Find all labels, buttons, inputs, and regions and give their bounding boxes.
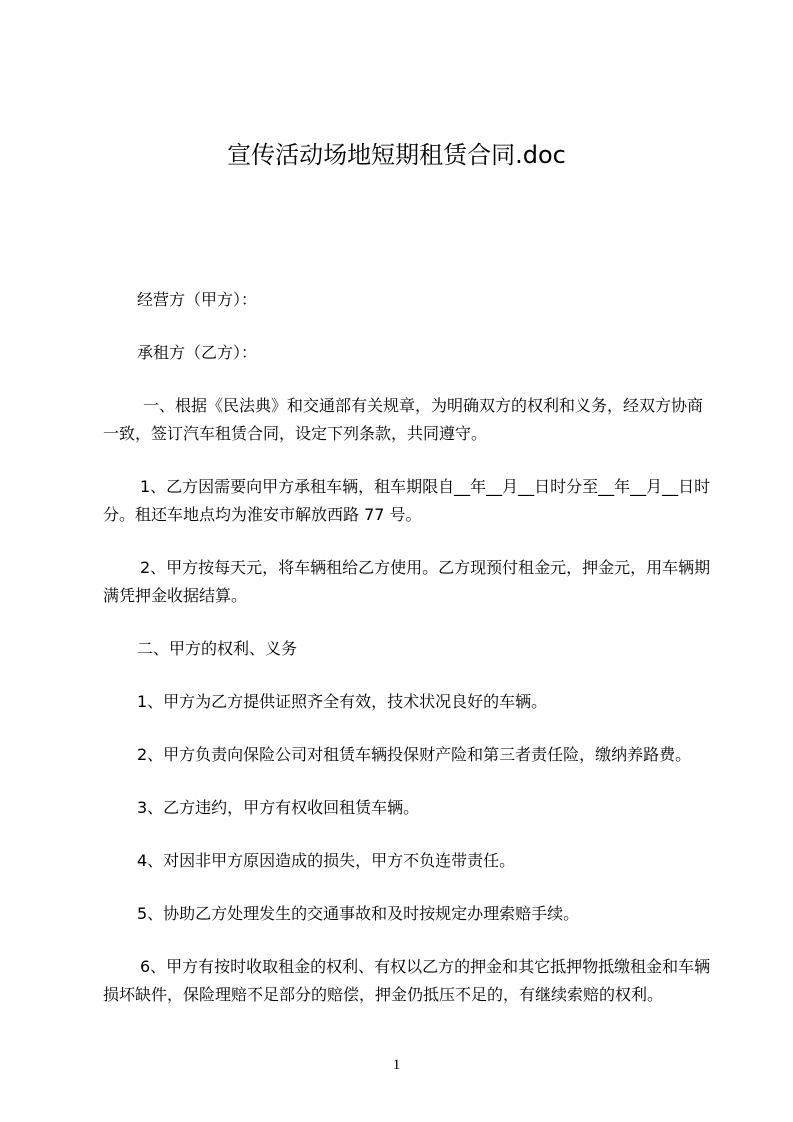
section-one-clause-2 [103, 554, 713, 610]
paragraph-line: 4、对因非甲方原因造成的损失，甲方不负连带责任。 [137, 851, 516, 870]
section-two-clause-3 [103, 794, 713, 822]
party-a-paragraph [103, 286, 713, 314]
paragraph-line: 一致，签订汽车租赁合同，设定下列条款，共同遵守。 [103, 424, 488, 443]
paragraph-line: 3、乙方违约，甲方有权收回租赁车辆。 [137, 798, 420, 817]
paragraph-line: 6、甲方有按时收取租金的权利、有权以乙方的押金和其它抵押物抵缴租金和车辆 [140, 957, 711, 976]
section-two-clause-6 [103, 953, 713, 1009]
party-a-label: 经营方（甲方）： [137, 290, 258, 309]
paragraph-line: 2、甲方按每天元，将车辆租给乙方使用。乙方现预付租金元，押金元，用车辆期 [140, 558, 711, 577]
section-two-clause-1 [103, 688, 713, 716]
document-body [103, 286, 713, 1034]
paragraph-line: 损坏缺件，保险理赔不足部分的赔偿，押金仍抵压不足的，有继续索赔的权利。 [103, 985, 664, 1004]
paragraph-line: 一、根据《民法典》和交通部有关规章，为明确双方的权利和义务，经双方协商 [143, 396, 704, 415]
section-two-clause-4 [103, 847, 713, 875]
section-one-clause-1 [103, 473, 713, 529]
paragraph-line: 1、乙方因需要向甲方承租车辆，租车期限自__年__月__日时分至__年__月__日时 [140, 477, 711, 496]
section-two-clause-2 [103, 741, 713, 769]
paragraph-line: 满凭押金收据结算。 [103, 586, 248, 605]
section-two-clause-5 [103, 900, 713, 928]
document-title: 宣传活动场地短期租赁合同.doc [227, 141, 566, 169]
section-heading: 二、甲方的权利、义务 [137, 639, 298, 658]
party-b-label: 承租方（乙方）： [137, 343, 258, 362]
paragraph-line: 1、甲方为乙方提供证照齐全有效，技术状况良好的车辆。 [137, 692, 548, 711]
paragraph-line: 分。租还车地点均为淮安市解放西路 77 号。 [103, 505, 422, 524]
paragraph-line: 5、协助乙方处理发生的交通事故和及时按规定办理索赔手续。 [137, 904, 580, 923]
page-number: 1 [392, 1057, 401, 1073]
party-b-paragraph [103, 339, 713, 367]
section-two-heading [103, 635, 713, 663]
section-one-intro [103, 392, 713, 448]
paragraph-line: 2、甲方负责向保险公司对租赁车辆投保财产险和第三者责任险，缴纳养路费。 [137, 745, 692, 764]
